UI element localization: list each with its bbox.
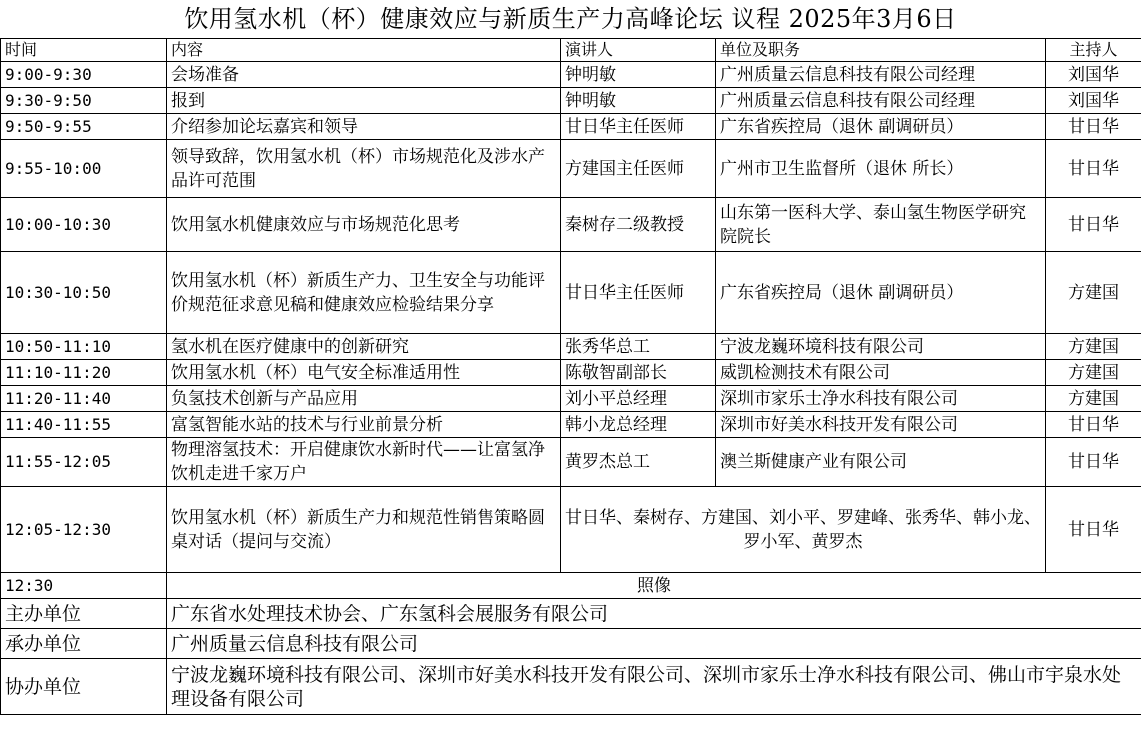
row-time: 10:30-10:50 — [1, 252, 167, 334]
agenda-row — [1, 386, 1141, 412]
organizer-label-host: 主办单位 — [1, 599, 167, 629]
roundtable-participants: 甘日华、秦树存、方建国、刘小平、罗建峰、张秀华、韩小龙、罗小军、黄罗杰 — [561, 487, 1046, 573]
organizer-value-undertake: 广州质量云信息科技有限公司 — [167, 629, 1141, 659]
row-host: 刘国华 — [1046, 62, 1141, 88]
row-unit: 广州市卫生监督所（退休 所长） — [716, 140, 1046, 198]
row-unit: 威凯检测技术有限公司 — [716, 360, 1046, 386]
row-speaker: 钟明敏 — [561, 62, 716, 88]
row-speaker: 刘小平总经理 — [561, 386, 716, 412]
row-host: 方建国 — [1046, 252, 1141, 334]
row-content: 物理溶氢技术：开启健康饮水新时代——让富氢净饮机走进千家万户 — [167, 438, 561, 487]
row-speaker: 甘日华主任医师 — [561, 252, 716, 334]
organizer-label-co: 协办单位 — [1, 659, 167, 715]
organizer-row-undertake — [1, 629, 1141, 659]
header-speaker: 演讲人 — [561, 39, 716, 62]
agenda-row — [1, 360, 1141, 386]
row-content: 饮用氢水机（杯）新质生产力、卫生安全与功能评价规范征求意见稿和健康效应检验结果分享 — [167, 252, 561, 334]
header-host: 主持人 — [1046, 39, 1141, 62]
row-host: 甘日华 — [1046, 198, 1141, 252]
row-unit: 广州质量云信息科技有限公司经理 — [716, 88, 1046, 114]
row-content: 富氢智能水站的技术与行业前景分析 — [167, 412, 561, 438]
row-speaker: 甘日华主任医师 — [561, 114, 716, 140]
row-host: 方建国 — [1046, 334, 1141, 360]
agenda-row — [1, 88, 1141, 114]
photo-row — [1, 573, 1141, 599]
row-content: 领导致辞，饮用氢水机（杯）市场规范化及涉水产品许可范围 — [167, 140, 561, 198]
row-time: 9:55-10:00 — [1, 140, 167, 198]
agenda-row — [1, 412, 1141, 438]
organizer-value-host: 广东省水处理技术协会、广东氢科会展服务有限公司 — [167, 599, 1141, 629]
agenda-row — [1, 114, 1141, 140]
row-host: 甘日华 — [1046, 114, 1141, 140]
agenda-table — [0, 38, 1141, 715]
agenda-row — [1, 438, 1141, 487]
row-time: 9:00-9:30 — [1, 62, 167, 88]
row-host: 甘日华 — [1046, 140, 1141, 198]
row-time: 9:50-9:55 — [1, 114, 167, 140]
row-time: 9:30-9:50 — [1, 88, 167, 114]
row-speaker: 张秀华总工 — [561, 334, 716, 360]
row-unit: 澳兰斯健康产业有限公司 — [716, 438, 1046, 487]
row-time: 11:20-11:40 — [1, 386, 167, 412]
row-time: 11:40-11:55 — [1, 412, 167, 438]
roundtable-host: 甘日华 — [1046, 487, 1141, 573]
row-time: 10:50-11:10 — [1, 334, 167, 360]
agenda-row — [1, 334, 1141, 360]
organizer-label-undertake: 承办单位 — [1, 629, 167, 659]
row-unit: 广东省疾控局（退休 副调研员） — [716, 114, 1046, 140]
agenda-row — [1, 140, 1141, 198]
row-speaker: 方建国主任医师 — [561, 140, 716, 198]
row-speaker: 钟明敏 — [561, 88, 716, 114]
row-host: 甘日华 — [1046, 412, 1141, 438]
organizer-value-co: 宁波龙巍环境科技有限公司、深圳市好美水科技开发有限公司、深圳市家乐士净水科技有限公司、佛山市宇泉水处理设备有限公司 — [167, 659, 1141, 715]
row-time: 10:00-10:30 — [1, 198, 167, 252]
row-host: 方建国 — [1046, 360, 1141, 386]
row-speaker: 秦树存二级教授 — [561, 198, 716, 252]
row-content: 氢水机在医疗健康中的创新研究 — [167, 334, 561, 360]
row-time: 11:55-12:05 — [1, 438, 167, 487]
roundtable-row — [1, 487, 1141, 573]
header-row — [1, 39, 1141, 62]
row-content: 负氢技术创新与产品应用 — [167, 386, 561, 412]
agenda-title: 饮用氢水机（杯）健康效应与新质生产力高峰论坛 议程 2025年3月6日 — [184, 5, 957, 33]
row-content: 会场准备 — [167, 62, 561, 88]
row-speaker: 韩小龙总经理 — [561, 412, 716, 438]
agenda-row — [1, 62, 1141, 88]
photo-time: 12:30 — [1, 573, 167, 599]
roundtable-content: 饮用氢水机（杯）新质生产力和规范性销售策略圆桌对话（提问与交流） — [167, 487, 561, 573]
header-unit: 单位及职务 — [716, 39, 1046, 62]
row-unit: 广东省疾控局（退休 副调研员） — [716, 252, 1046, 334]
row-unit: 深圳市家乐士净水科技有限公司 — [716, 386, 1046, 412]
row-unit: 广州质量云信息科技有限公司经理 — [716, 62, 1046, 88]
row-unit: 深圳市好美水科技开发有限公司 — [716, 412, 1046, 438]
row-speaker: 黄罗杰总工 — [561, 438, 716, 487]
row-unit: 山东第一医科大学、泰山氢生物医学研究院院长 — [716, 198, 1046, 252]
row-content: 饮用氢水机（杯）电气安全标准适用性 — [167, 360, 561, 386]
organizer-row-co — [1, 659, 1141, 715]
agenda-row — [1, 198, 1141, 252]
organizer-row-host — [1, 599, 1141, 629]
row-host: 方建国 — [1046, 386, 1141, 412]
row-unit: 宁波龙巍环境科技有限公司 — [716, 334, 1046, 360]
row-content: 饮用氢水机健康效应与市场规范化思考 — [167, 198, 561, 252]
row-content: 报到 — [167, 88, 561, 114]
row-time: 11:10-11:20 — [1, 360, 167, 386]
row-host: 刘国华 — [1046, 88, 1141, 114]
row-host: 甘日华 — [1046, 438, 1141, 487]
header-time: 时间 — [1, 39, 167, 62]
agenda-row — [1, 252, 1141, 334]
header-content: 内容 — [167, 39, 561, 62]
row-content: 介绍参加论坛嘉宾和领导 — [167, 114, 561, 140]
photo-label: 照像 — [167, 573, 1141, 599]
row-speaker: 陈敬智副部长 — [561, 360, 716, 386]
roundtable-time: 12:05-12:30 — [1, 487, 167, 573]
